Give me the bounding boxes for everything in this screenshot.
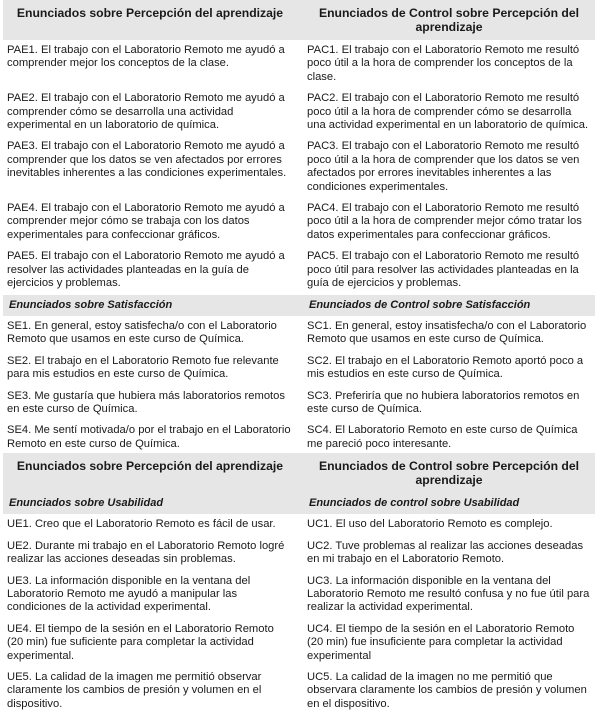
table-header-row (3, 0, 595, 40)
table-row (3, 619, 595, 667)
header-experimental-statements: Enunciados sobre Percepción del aprendizaje (3, 0, 303, 40)
statement-pac3: PAC3. El trabajo con el Laboratorio Remoto me resultó poco útil a la hora de comprender que los datos se ven afectados por errores inevitables inherentes a las condiciones experimentales. (307, 140, 580, 193)
statement-sc3: SC3. Preferiría que no hubiera laboratorios remotos en este curso de Química. (307, 389, 580, 415)
statement-uc5: UC5. La calidad de la imagen no me permitió que observara claramente los cambios de presión y volumen en el dispositivo. (307, 671, 587, 710)
statement-uc3: UC3. La información disponible en la ventana del Laboratorio Remoto me resultó confusa y no fue útil para realizar la actividad experimental. (307, 574, 590, 614)
statement-pac2: PAC2. El trabajo con el Laboratorio Remoto me resultó poco útil a la hora de comprender cómo se desarrolla una actividad experimental en un laboratorio de química. (307, 92, 589, 132)
statement-pae1: PAE1. El trabajo con el Laboratorio Remoto me ayudó a comprender mejor los conceptos de la clase. (7, 44, 285, 70)
statement-pac1: PAC1. El trabajo con el Laboratorio Remoto me resultó poco útil a la hora de comprender los conceptos de la clase. (307, 44, 580, 83)
statement-pae2: PAE2. El trabajo con el Laboratorio Remoto me ayudó a comprender cómo se desarrolla una actividad experimental en un laboratorio de química. (7, 92, 285, 132)
statement-pae3: PAE3. El trabajo con el Laboratorio Remoto me ayudó a comprender que los datos se ven afectados por errores inevitables inherentes a las condiciones experimentales. (7, 140, 287, 180)
section-header-row (3, 295, 595, 316)
statement-se4: SE4. Me sentí motivada/o por el trabajo en el Laboratorio Remoto en este curso de Química. (7, 424, 291, 450)
table-row (3, 420, 595, 455)
header-experimental-statements: Enunciados sobre Percepción del aprendizaje (3, 453, 303, 493)
statements-table-perception-satisfaction (3, 0, 595, 455)
statement-uc4: UC4. El tiempo de la sesión en el Laboratorio Remoto (20 min) fue insuficiente para completar la actividad experimental (307, 622, 575, 662)
statement-ue3: UE3. La información disponible en la ventana del Laboratorio Remoto me ayudó a manipular las condiciones de la actividad experimental. (7, 574, 251, 614)
table-row (3, 386, 595, 421)
table-row (3, 198, 595, 246)
section-satisfaction-label: Enunciados sobre Satisfacción (3, 295, 303, 316)
statement-ue4: UE4. El tiempo de la sesión en el Laboratorio Remoto (20 min) fue suficiente para completar la actividad experimental. (7, 622, 274, 662)
statement-uc1: UC1. El uso del Laboratorio Remoto es complejo. (307, 518, 553, 531)
table-row (3, 316, 595, 351)
section-usability-label: Enunciados sobre Usabilidad (3, 493, 303, 514)
table-header-row (3, 453, 595, 493)
statement-pae5: PAE5. El trabajo con el Laboratorio Remoto me ayudó a resolver las actividades planteadas en la guía de ejercicios y problemas. (7, 250, 285, 290)
table-row (3, 88, 595, 136)
statement-pae4: PAE4. El trabajo con el Laboratorio Remoto me ayudó a comprender mejor cómo se trabaja con los datos experimentales para confeccionar gráficos. (7, 202, 285, 241)
table-row (3, 514, 595, 535)
statement-ue1: UE1. Creo que el Laboratorio Remoto es fácil de usar. (7, 518, 276, 531)
statement-uc2: UC2. Tuve problemas al realizar las acciones deseadas en mi trabajo en el Laboratorio Remoto. (307, 539, 584, 566)
table-row (3, 246, 595, 294)
table-row (3, 40, 595, 88)
statement-pac5: PAC5. El trabajo con el Laboratorio Remoto me resultó poco útil para resolver las actividades planteadas en la guía de ejercicios y problemas. (307, 250, 580, 290)
header-control-statements: Enunciados de Control sobre Percepción del aprendizaje (303, 453, 595, 493)
statement-se3: SE3. Me gustaría que hubiera más laboratorios remotos en este curso de Química. (7, 389, 285, 415)
statement-pac4: PAC4. El trabajo con el Laboratorio Remoto me resultó poco útil a la hora de comprender mejor cómo tratar los datos experimentales para confeccionar gráficos. (307, 202, 582, 241)
header-control-statements: Enunciados de Control sobre Percepción del aprendizaje (303, 0, 595, 40)
statement-se2: SE2. El trabajo en el Laboratorio Remoto fue relevante para mis estudios en este curso de Química. (7, 354, 279, 381)
table-row (3, 351, 595, 386)
table-row (3, 571, 595, 619)
table-row (3, 536, 595, 571)
statement-ue5: UE5. La calidad de la imagen me permitió observar claramente los cambios de presión y volumen en el dispositivo. (7, 671, 262, 710)
table-row (3, 136, 595, 198)
statement-sc4: SC4. El Laboratorio Remoto en este curso de Química me pareció poco interesante. (307, 424, 578, 450)
statement-se1: SE1. En general, estoy satisfecha/o con el Laboratorio Remoto que usamos en este curso de Química. (7, 319, 277, 346)
statement-sc2: SC2. El trabajo en el Laboratorio Remoto aportó poco a mis estudios en este curso de Química. (307, 354, 584, 381)
section-control-usability-label: Enunciados de control sobre Usabilidad (303, 493, 595, 514)
statement-sc1: SC1. En general, estoy insatisfecha/o con el Laboratorio Remoto que usamos en este curso de Química. (307, 319, 587, 346)
table-row (3, 667, 595, 715)
section-control-satisfaction-label: Enunciados de Control sobre Satisfacción (303, 295, 595, 316)
section-header-row (3, 493, 595, 514)
statement-ue2: UE2. Durante mi trabajo en el Laboratorio Remoto logré realizar las acciones deseadas sin problemas. (7, 539, 285, 566)
statements-table-usability (3, 453, 595, 715)
